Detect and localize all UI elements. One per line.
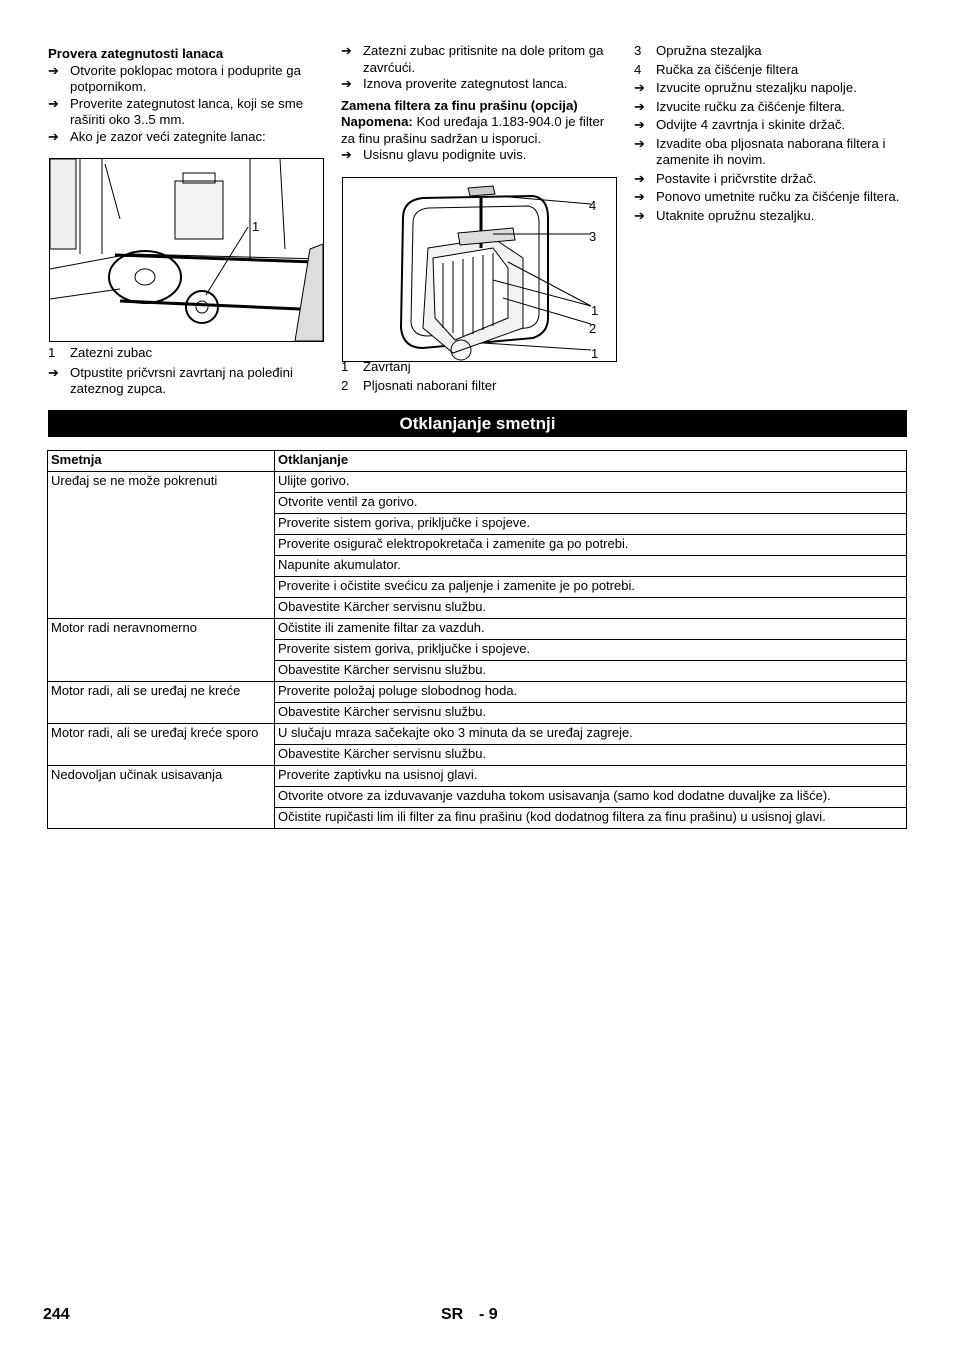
step-item: ➔ Ponovo umetnite ručku za čišćenje filtera. <box>634 189 900 204</box>
step-item: ➔ Odvijte 4 zavrtnja i skinite držač. <box>634 117 846 132</box>
arrow-right-icon: ➔ <box>341 43 353 58</box>
remedy-cell: Proverite i očistite svećicu za paljenje i zamenite je po potrebi. <box>275 577 907 598</box>
suction-head-figure <box>342 177 617 362</box>
section-heading-filter: Zamena filtera za finu prašinu (opcija) <box>341 97 578 113</box>
fault-cell: Motor radi neravnomerno <box>48 619 275 682</box>
arrow-right-icon: ➔ <box>48 364 60 380</box>
legend-item: 1 Zavrtanj <box>341 359 411 374</box>
figure-callout: 3 <box>589 229 597 244</box>
legend-item: 1 Zatezni zubac <box>48 345 153 360</box>
page-number: 244 <box>43 1306 70 1323</box>
note: Napomena: Kod uređaja 1.183-904.0 je filter za finu prašinu sadržan u isporuci. <box>341 114 605 146</box>
fault-cell: Motor radi, ali se uređaj ne kreće <box>48 682 275 724</box>
remedy-cell: Otvorite otvore za izduvavanje vazduha tokom usisavanja (samo kod dodatne duvaljke za lišće). <box>275 787 907 808</box>
arrow-right-icon: ➔ <box>634 80 646 95</box>
remedy-cell: Očistite rupičasti lim ili filter za finu prašinu (kod dodatnog filtera za finu prašinu) u usisnoj glavi. <box>275 808 907 829</box>
column-3 <box>634 43 909 224</box>
table-row <box>48 619 907 640</box>
step-item: ➔ Zatezni zubac pritisnite na dole pritom ga zavrćući. <box>341 43 604 75</box>
arrow-right-icon: ➔ <box>634 207 646 223</box>
step-item: ➔ Ako je zazor veći zategnite lanac: <box>48 128 266 144</box>
table-header-row <box>48 451 907 472</box>
step-item: ➔ Otvorite poklopac motora i poduprite ga potpornikom. <box>48 62 301 94</box>
step-item: ➔ Izvucite ručku za čišćenje filtera. <box>634 98 846 114</box>
table-row <box>48 766 907 787</box>
fault-cell: Nedovoljan učinak usisavanja <box>48 766 275 829</box>
arrow-right-icon: ➔ <box>634 135 646 151</box>
column-2-legend <box>341 359 616 394</box>
remedy-cell: Ulijte gorivo. <box>275 472 907 493</box>
step-item: ➔ Iznova proverite zategnutost lanca. <box>341 76 568 91</box>
remedy-cell: Proverite položaj poluge slobodnog hoda. <box>275 682 907 703</box>
section-title-bar: Otklanjanje smetnji <box>48 410 907 437</box>
chain-tensioner-figure <box>49 158 324 342</box>
arrow-right-icon: ➔ <box>634 98 646 114</box>
remedy-cell: Napunite akumulator. <box>275 556 907 577</box>
step-item: ➔ Otpustite pričvrsni zavrtanj na poleđini zateznog zupca. <box>48 364 293 396</box>
step-item: ➔ Postavite i pričvrstite držač. <box>634 170 817 186</box>
table-row <box>48 682 907 703</box>
remedy-cell: U slučaju mraza sačekajte oko 3 minuta da se uređaj zagreje. <box>275 724 907 745</box>
column-1 <box>48 43 323 145</box>
remedy-cell: Proverite sistem goriva, priključke i spojeve. <box>275 514 907 535</box>
section-heading-chain: Provera zategnutosti lanaca <box>48 46 224 61</box>
troubleshooting-table <box>47 450 907 829</box>
arrow-right-icon: ➔ <box>48 128 60 144</box>
column-2 <box>341 43 616 164</box>
remedy-cell: Očistite ili zamenite filtar za vazduh. <box>275 619 907 640</box>
arrow-right-icon: ➔ <box>341 76 353 91</box>
figure-callout: 1 <box>591 303 599 318</box>
figure-callout: 1 <box>252 219 260 234</box>
column-header: Smetnja <box>48 451 275 472</box>
figure-callout: 4 <box>589 198 597 213</box>
sub-page-number: - 9 <box>479 1306 498 1323</box>
fault-cell: Uređaj se ne može pokrenuti <box>48 472 275 619</box>
arrow-right-icon: ➔ <box>634 170 646 186</box>
arrow-right-icon: ➔ <box>634 117 646 132</box>
remedy-cell: Obavestite Kärcher servisnu službu. <box>275 661 907 682</box>
remedy-cell: Proverite zaptivku na usisnoj glavi. <box>275 766 907 787</box>
remedy-cell: Obavestite Kärcher servisnu službu. <box>275 745 907 766</box>
remedy-cell: Otvorite ventil za gorivo. <box>275 493 907 514</box>
column-1-lower <box>48 345 323 398</box>
arrow-right-icon: ➔ <box>634 189 646 204</box>
step-item: ➔ Izvucite opružnu stezaljku napolje. <box>634 80 857 95</box>
remedy-cell: Obavestite Kärcher servisnu službu. <box>275 598 907 619</box>
figure-callout: 2 <box>589 321 597 336</box>
step-item: ➔ Proverite zategnutost lanca, koji se sme raširiti oko 3..5 mm. <box>48 95 304 127</box>
remedy-cell: Proverite osigurač elektropokretača i zamenite ga po potrebi. <box>275 535 907 556</box>
step-item: ➔ Utaknite opružnu stezaljku. <box>634 207 815 223</box>
step-list <box>48 63 323 146</box>
language-code: SR <box>441 1306 464 1323</box>
arrow-right-icon: ➔ <box>48 95 60 111</box>
remedy-cell: Proverite sistem goriva, priključke i spojeve. <box>275 640 907 661</box>
step-item: ➔ Izvadite oba pljosnata naborana filtera i zamenite ih novim. <box>634 135 886 167</box>
legend-item: 4 Ručka za čišćenje filtera <box>634 61 799 77</box>
arrow-right-icon: ➔ <box>48 62 60 78</box>
table-row <box>48 472 907 493</box>
figure-callout: 1 <box>591 346 599 361</box>
legend-item: 3 Opružna stezaljka <box>634 43 762 58</box>
table-row <box>48 724 907 745</box>
remedy-cell: Obavestite Kärcher servisnu službu. <box>275 703 907 724</box>
fault-cell: Motor radi, ali se uređaj kreće sporo <box>48 724 275 766</box>
arrow-right-icon: ➔ <box>341 147 353 162</box>
step-item: ➔ Usisnu glavu podignite uvis. <box>341 147 527 162</box>
column-header: Otklanjanje <box>275 451 907 472</box>
legend-item: 2 Pljosnati naborani filter <box>341 377 497 393</box>
